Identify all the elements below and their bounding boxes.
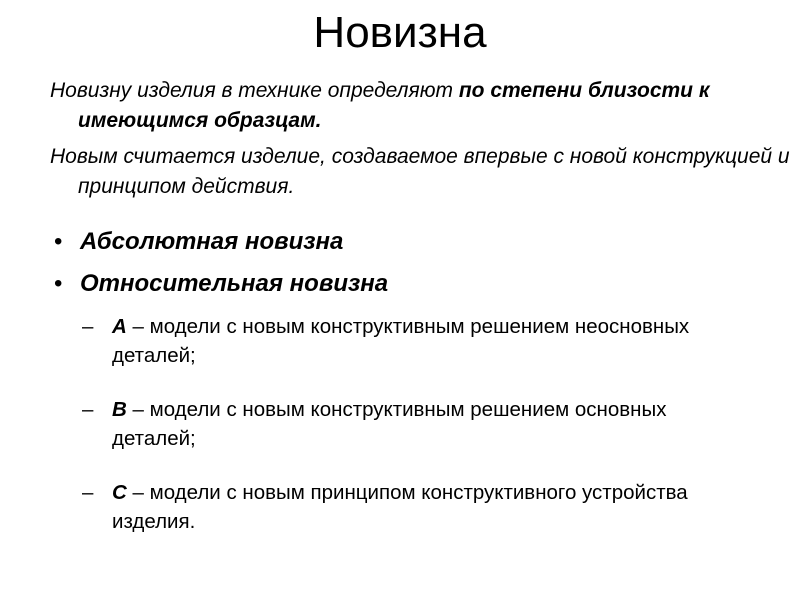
sub-item-letter: С [112,481,127,504]
bullet-label: Абсолютная новизна [80,228,344,255]
sub-item-b [80,395,740,453]
sub-item-c [80,478,740,536]
sub-item-text: – модели с новым конструктивным решением основных деталей; [112,398,667,450]
slide-title: Новизна [313,8,487,57]
sub-dash-marker: – [82,315,94,338]
intro-paragraph-2 [50,142,798,202]
sub-item-letter: В [112,398,127,421]
sub-item-text: – модели с новым конструктивным решением неосновных деталей; [112,315,690,367]
sub-dash-marker: – [82,398,94,421]
bullet-label: Относительная новизна [80,270,389,297]
intro-1-normal-text: Новизну изделия в технике определяют [50,79,459,102]
sub-bullet-list [80,312,740,561]
sub-dash-marker: – [82,481,94,504]
sub-item-a [80,312,740,370]
bullet-relative-novelty [44,268,774,299]
sub-item-letter: А [112,315,127,338]
main-bullet-list [44,226,774,310]
bullet-absolute-novelty [44,226,774,257]
intro-2-normal-text: Новым считается изделие, создаваемое впервые с новой конструкцией и принципом действия. [50,145,790,198]
bullet-marker: • [54,228,63,255]
intro-paragraph-1 [50,76,798,136]
sub-item-text: – модели с новым принципом конструктивного устройства изделия. [112,481,688,533]
intro-1-bold-text: по степени близости к имеющимся образцам. [78,79,710,132]
bullet-marker: • [54,270,63,297]
